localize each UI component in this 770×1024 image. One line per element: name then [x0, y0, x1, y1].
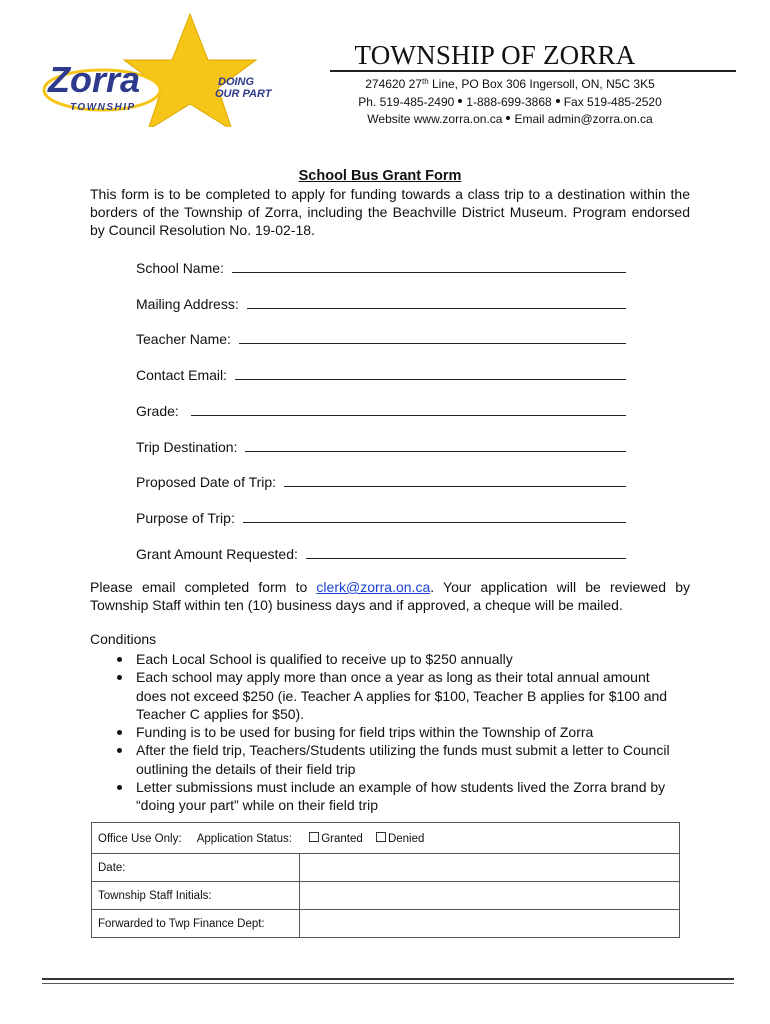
table-row: [92, 910, 680, 938]
list-item: Funding is to be used for busing for field trips within the Township of Zorra: [110, 723, 670, 741]
header-address: 274620 27th Line, PO Box 306 Ingersoll, ON, N5C 3K5: [365, 77, 655, 91]
grade-field[interactable]: Grade:: [136, 399, 626, 419]
application-status-label: Application Status:: [196, 832, 292, 845]
header-phone-line: Ph. 519-485-2490 1-888-699-3868 Fax 519-485-2520: [358, 95, 662, 109]
contact-email-field[interactable]: Contact Email:: [136, 363, 626, 383]
proposed-date-field[interactable]: Proposed Date of Trip:: [136, 470, 626, 490]
school-name-field[interactable]: School Name:: [136, 256, 626, 276]
staff-initials-cell[interactable]: [300, 882, 680, 910]
date-label: Date:: [92, 854, 300, 882]
logo-tagline-1: DOING: [218, 76, 255, 88]
logo-sub: TOWNSHIP: [70, 102, 136, 113]
denied-label: Denied: [387, 832, 425, 845]
list-item: After the field trip, Teachers/Students utilizing the funds must submit a letter to Council outlining the details of their field trip: [110, 741, 670, 778]
clerk-email-link[interactable]: clerk@zorra.on.ca: [316, 579, 431, 595]
header-title: TOWNSHIP OF ZORRA: [354, 40, 636, 70]
teacher-name-field[interactable]: Teacher Name:: [136, 327, 626, 347]
table-row: [92, 823, 680, 854]
footer-rule: [42, 978, 734, 980]
forwarded-label: Forwarded to Twp Finance Dept:: [92, 910, 300, 938]
list-item: Each Local School is qualified to receive up to $250 annually: [110, 650, 670, 668]
conditions-list: [110, 650, 670, 815]
mailing-address-field[interactable]: Mailing Address:: [136, 292, 626, 312]
header-rule: [330, 70, 736, 72]
submission-instructions: Please email completed form to clerk@zorra.on.ca. Your application will be reviewed by Township Staff within ten (10) business days and if approved, a cheque will be mailed.: [90, 579, 690, 613]
logo-tagline-2: OUR PART: [215, 88, 272, 100]
table-row: [92, 854, 680, 882]
table-row: [92, 882, 680, 910]
star-icon: [124, 14, 256, 127]
form-title: School Bus Grant Form: [298, 168, 462, 184]
header-web-line: Website www.zorra.on.ca Email admin@zorra.on.ca: [367, 112, 653, 126]
form-intro: This form is to be completed to apply for funding towards a class trip to a destination within the borders of the Township of Zorra, including the Beachville District Museum. Program endorsed by Council Resolution No. 19-02-18.: [90, 186, 690, 238]
denied-checkbox[interactable]: [376, 832, 386, 842]
purpose-of-trip-field[interactable]: Purpose of Trip:: [136, 506, 626, 526]
date-cell[interactable]: [300, 854, 680, 882]
staff-initials-label: Township Staff Initials:: [92, 882, 300, 910]
list-item: Letter submissions must include an example of how students lived the Zorra brand by “doing your part” while on their field trip: [110, 778, 670, 815]
footer-rule-thin: [42, 983, 734, 984]
grant-amount-field[interactable]: Grant Amount Requested:: [136, 542, 626, 562]
trip-destination-field[interactable]: Trip Destination:: [136, 435, 626, 455]
zorra-township-logo: [40, 12, 290, 127]
forwarded-cell[interactable]: [300, 910, 680, 938]
granted-label: Granted: [321, 832, 363, 845]
granted-checkbox[interactable]: [309, 832, 319, 842]
logo-wordmark: Zorra: [48, 59, 141, 100]
office-use-table: [91, 822, 680, 938]
office-use-label: Office Use Only:: [98, 832, 182, 845]
conditions-heading: Conditions: [90, 631, 157, 647]
list-item: Each school may apply more than once a year as long as their total annual amount does not exceed $250 (ie. Teacher A applies for $100, Teacher B applies for $100 and Teacher C applies for $50).: [110, 668, 670, 723]
